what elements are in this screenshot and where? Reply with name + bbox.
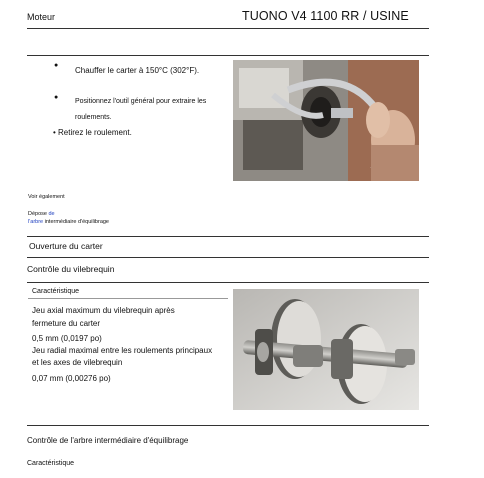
see-also-link-arbre[interactable]: l'arbre: [28, 219, 44, 225]
see-also-line2: [28, 219, 109, 225]
crankshaft-characteristic-label: Caractéristique: [32, 288, 80, 295]
radial-play-label: Jeu radial maximal entre les roulements principaux: [32, 346, 213, 355]
crankshaft-photo: [233, 289, 419, 410]
axial-play-value: 0,5 mm (0,0197 po): [32, 334, 102, 343]
see-also-label: Voir également: [28, 194, 65, 200]
axial-play-label: Jeu axial maximum du vilebrequin après: [32, 306, 175, 315]
step-remove-bearing: • Retirez le roulement.: [53, 128, 132, 137]
radial-play-value: 0,07 mm (0,00276 po): [32, 374, 111, 383]
top-rule: [27, 55, 429, 56]
radial-play-label-cont: et les axes de vilebrequin: [32, 358, 123, 367]
bullet: ●: [54, 94, 59, 101]
section-opening: Ouverture du carter: [29, 241, 103, 251]
step-position-tool: Positionnez l'outil général pour extraire les: [75, 98, 207, 105]
section-crankshaft-check: Contrôle du vilebrequin: [27, 264, 115, 274]
header-model: TUONO V4 1100 RR / USINE: [242, 9, 409, 23]
see-also-prefix: Dépose: [28, 211, 49, 217]
see-also-suffix: intermédiaire d'équilibrage: [43, 219, 109, 225]
step-heat: Chauffer le carter à 150°C (302°F).: [75, 66, 200, 75]
opening-rule-bottom: [27, 257, 429, 258]
see-also-link-de[interactable]: de: [48, 211, 55, 217]
section-balance-shaft-check: Contrôle de l'arbre intermédiaire d'équilibrage: [27, 436, 189, 445]
crankshaft-rule: [27, 282, 429, 283]
balance-shaft-rule: [27, 425, 429, 426]
balance-shaft-characteristic-label: Caractéristique: [27, 460, 75, 467]
see-also-line1: [28, 211, 55, 217]
bullet: ●: [54, 62, 59, 69]
opening-rule-top: [27, 236, 429, 237]
crankshaft-table-rule: [28, 298, 228, 299]
header-section: Moteur: [27, 12, 56, 22]
step-position-tool-cont: roulements.: [75, 114, 112, 121]
bearing-puller-photo: [233, 60, 419, 181]
axial-play-label-cont: fermeture du carter: [32, 319, 101, 328]
header-rule: [27, 28, 429, 29]
